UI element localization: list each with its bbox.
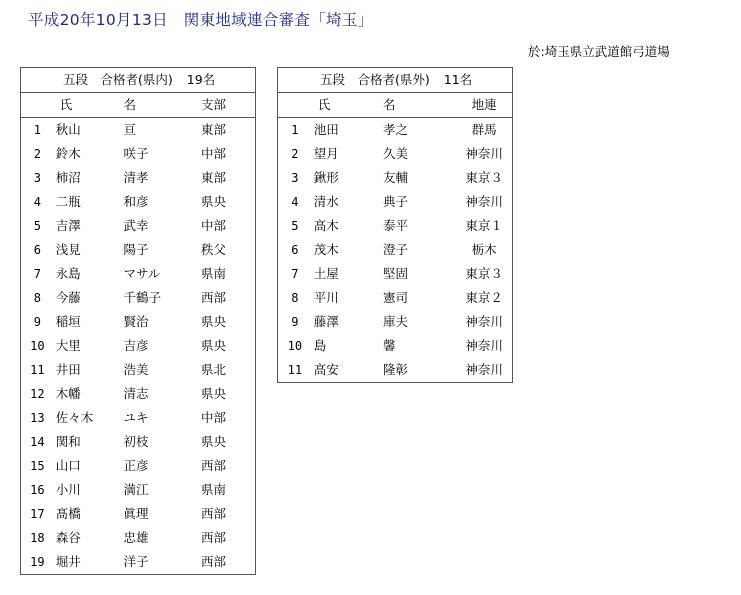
- table-row: [278, 142, 513, 166]
- given-name-cell: 陽子: [123, 242, 149, 257]
- region-cell: 西部: [201, 506, 227, 521]
- row-number: 5: [291, 219, 299, 233]
- table-row: [278, 310, 513, 334]
- surname-cell: 大里: [55, 338, 81, 353]
- row-number: 16: [30, 483, 45, 497]
- table-row: [278, 118, 513, 143]
- table-row: [21, 310, 256, 334]
- given-name-cell: 堅固: [383, 266, 409, 281]
- row-number: 6: [33, 243, 41, 257]
- right-col-region: 地連: [456, 93, 512, 118]
- region-cell: 県央: [201, 314, 227, 329]
- surname-cell: 二瓶: [55, 194, 81, 209]
- region-cell: 中部: [201, 146, 227, 161]
- surname-cell: 高安: [313, 362, 339, 377]
- row-number: 2: [291, 147, 299, 161]
- given-name-cell: 咲子: [123, 146, 149, 161]
- right-results-table: [277, 67, 513, 383]
- right-table-header-row: [278, 68, 513, 93]
- surname-cell: 土屋: [313, 266, 339, 281]
- table-row: [21, 358, 256, 382]
- row-number: 8: [291, 291, 299, 305]
- region-cell: 群馬: [471, 122, 497, 137]
- row-number: 4: [33, 195, 41, 209]
- surname-cell: 永島: [55, 266, 81, 281]
- table-row: [21, 406, 256, 430]
- table-row: [278, 334, 513, 358]
- region-cell: 東部: [201, 170, 227, 185]
- region-cell: 栃木: [471, 242, 497, 257]
- surname-cell: 山口: [55, 458, 81, 473]
- table-row: [278, 166, 513, 190]
- left-table-column-header: [21, 93, 256, 118]
- given-name-cell: 隆彰: [383, 362, 409, 377]
- row-number: 18: [30, 531, 45, 545]
- table-row: [21, 142, 256, 166]
- table-row: [278, 190, 513, 214]
- row-number: 19: [30, 555, 45, 569]
- row-number: 6: [291, 243, 299, 257]
- region-cell: 東京３: [465, 170, 503, 185]
- given-name-cell: 庫夫: [383, 314, 409, 329]
- surname-cell: 鈴木: [55, 146, 81, 161]
- row-number: 11: [30, 363, 45, 377]
- row-number: 10: [30, 339, 45, 353]
- region-cell: 東京１: [465, 218, 503, 233]
- given-name-cell: 典子: [383, 194, 409, 209]
- left-col-given: 名: [124, 93, 196, 118]
- table-row: [278, 286, 513, 310]
- right-table-body: [278, 118, 513, 383]
- region-cell: 県南: [201, 482, 227, 497]
- surname-cell: 浅見: [55, 242, 81, 257]
- surname-cell: 佐々木: [55, 410, 94, 425]
- table-row: [21, 430, 256, 454]
- row-number: 17: [30, 507, 45, 521]
- row-number: 7: [33, 267, 41, 281]
- given-name-cell: 眞理: [123, 506, 149, 521]
- given-name-cell: 和彦: [123, 194, 149, 209]
- given-name-cell: 憲司: [383, 290, 409, 305]
- left-table-header-row: [21, 68, 256, 93]
- row-number: 12: [30, 387, 45, 401]
- surname-cell: 秋山: [55, 122, 81, 137]
- row-number: 14: [30, 435, 45, 449]
- given-name-cell: 孝之: [383, 122, 409, 137]
- left-table-body: [21, 118, 256, 575]
- table-row: [278, 262, 513, 286]
- surname-cell: 井田: [55, 362, 81, 377]
- left-results-table: [20, 67, 256, 575]
- given-name-cell: 浩美: [123, 362, 149, 377]
- region-cell: 東京２: [465, 290, 503, 305]
- row-number: 9: [291, 315, 299, 329]
- row-number: 15: [30, 459, 45, 473]
- given-name-cell: 友輔: [383, 170, 409, 185]
- surname-cell: 清水: [313, 194, 339, 209]
- region-cell: 東京３: [465, 266, 503, 281]
- surname-cell: 森谷: [55, 530, 81, 545]
- page-title: 平成20年10月13日 関東地域連合審査「埼玉」: [28, 11, 374, 29]
- row-number: 3: [33, 171, 41, 185]
- left-table-count: 19名: [186, 72, 216, 87]
- row-number: 4: [291, 195, 299, 209]
- given-name-cell: 久美: [383, 146, 409, 161]
- table-row: [21, 214, 256, 238]
- surname-cell: 今藤: [55, 290, 81, 305]
- region-cell: 神奈川: [465, 146, 503, 161]
- given-name-cell: 清志: [123, 386, 149, 401]
- given-name-cell: 千鶴子: [123, 290, 162, 305]
- surname-cell: 堀井: [55, 554, 81, 569]
- table-row: [21, 526, 256, 550]
- given-name-cell: 初枝: [123, 434, 149, 449]
- row-number: 1: [33, 123, 41, 137]
- given-name-cell: 馨: [383, 338, 396, 353]
- table-row: [21, 190, 256, 214]
- table-row: [21, 262, 256, 286]
- given-name-cell: 武幸: [123, 218, 149, 233]
- surname-cell: 高木: [313, 218, 339, 233]
- surname-cell: 稲垣: [55, 314, 81, 329]
- surname-cell: 藤澤: [313, 314, 339, 329]
- table-row: [21, 502, 256, 526]
- given-name-cell: 賢治: [123, 314, 149, 329]
- venue-label: 於:埼玉県立武道館弓道場: [528, 44, 670, 59]
- table-row: [21, 382, 256, 406]
- row-number: 7: [291, 267, 299, 281]
- table-row: [21, 166, 256, 190]
- table-row: [21, 478, 256, 502]
- region-cell: 西部: [201, 530, 227, 545]
- given-name-cell: 正彦: [123, 458, 149, 473]
- given-name-cell: 亘: [123, 122, 137, 137]
- region-cell: 中部: [201, 218, 227, 233]
- region-cell: 東部: [201, 122, 227, 137]
- left-col-surname: 氏: [54, 93, 124, 118]
- table-row: [278, 358, 513, 383]
- surname-cell: 平川: [313, 290, 339, 305]
- region-cell: 秩父: [201, 242, 227, 257]
- given-name-cell: 吉彦: [123, 338, 149, 353]
- region-cell: 神奈川: [465, 194, 503, 209]
- surname-cell: 吉澤: [55, 218, 81, 233]
- given-name-cell: マサル: [123, 266, 161, 281]
- region-cell: 県央: [201, 386, 227, 401]
- left-col-region: 支部: [195, 93, 255, 118]
- region-cell: 西部: [201, 554, 227, 569]
- right-table-column-header: [278, 93, 513, 118]
- row-number: 8: [33, 291, 41, 305]
- table-row: [278, 214, 513, 238]
- surname-cell: 茂木: [313, 242, 339, 257]
- region-cell: 中部: [201, 410, 227, 425]
- row-number: 11: [287, 363, 303, 377]
- row-number: 9: [33, 315, 41, 329]
- given-name-cell: 清孝: [123, 170, 149, 185]
- region-cell: 県央: [201, 338, 227, 353]
- row-number: 13: [30, 411, 45, 425]
- table-row: [21, 334, 256, 358]
- given-name-cell: 洋子: [123, 554, 149, 569]
- surname-cell: 木幡: [55, 386, 81, 401]
- surname-cell: 島: [313, 338, 327, 353]
- surname-cell: 髙橋: [55, 506, 81, 521]
- left-table-heading: [21, 68, 256, 93]
- right-table-heading: [278, 68, 513, 93]
- surname-cell: 望月: [313, 146, 339, 161]
- table-row: [21, 286, 256, 310]
- region-cell: 神奈川: [465, 338, 503, 353]
- table-row: [21, 118, 256, 143]
- surname-cell: 柿沼: [55, 170, 81, 185]
- surname-cell: 小川: [55, 482, 81, 497]
- region-cell: 県央: [201, 434, 227, 449]
- given-name-cell: 満江: [123, 482, 149, 497]
- row-number: 10: [287, 339, 303, 353]
- right-table-title: 五段 合格者(県外): [320, 72, 430, 87]
- region-cell: 西部: [201, 458, 227, 473]
- table-row: [21, 238, 256, 262]
- region-cell: 神奈川: [465, 362, 503, 377]
- row-number: 2: [33, 147, 41, 161]
- table-row: [278, 238, 513, 262]
- right-col-surname: 氏: [312, 93, 383, 118]
- surname-cell: 池田: [313, 122, 339, 137]
- row-number: 5: [33, 219, 41, 233]
- given-name-cell: ユキ: [123, 410, 149, 425]
- given-name-cell: 忠雄: [123, 530, 149, 545]
- surname-cell: 鍬形: [313, 170, 339, 185]
- region-cell: 県南: [201, 266, 227, 281]
- row-number: 3: [291, 171, 299, 185]
- region-cell: 県央: [201, 194, 227, 209]
- region-cell: 県北: [201, 362, 227, 377]
- region-cell: 西部: [201, 290, 227, 305]
- table-row: [21, 550, 256, 575]
- given-name-cell: 澄子: [383, 242, 409, 257]
- given-name-cell: 泰平: [383, 218, 409, 233]
- surname-cell: 関和: [55, 434, 81, 449]
- row-number: 1: [291, 123, 299, 137]
- right-table-count: 11名: [443, 72, 473, 87]
- right-col-given: 名: [383, 93, 456, 118]
- table-row: [21, 454, 256, 478]
- region-cell: 神奈川: [465, 314, 503, 329]
- left-table-title: 五段 合格者(県内): [63, 72, 173, 87]
